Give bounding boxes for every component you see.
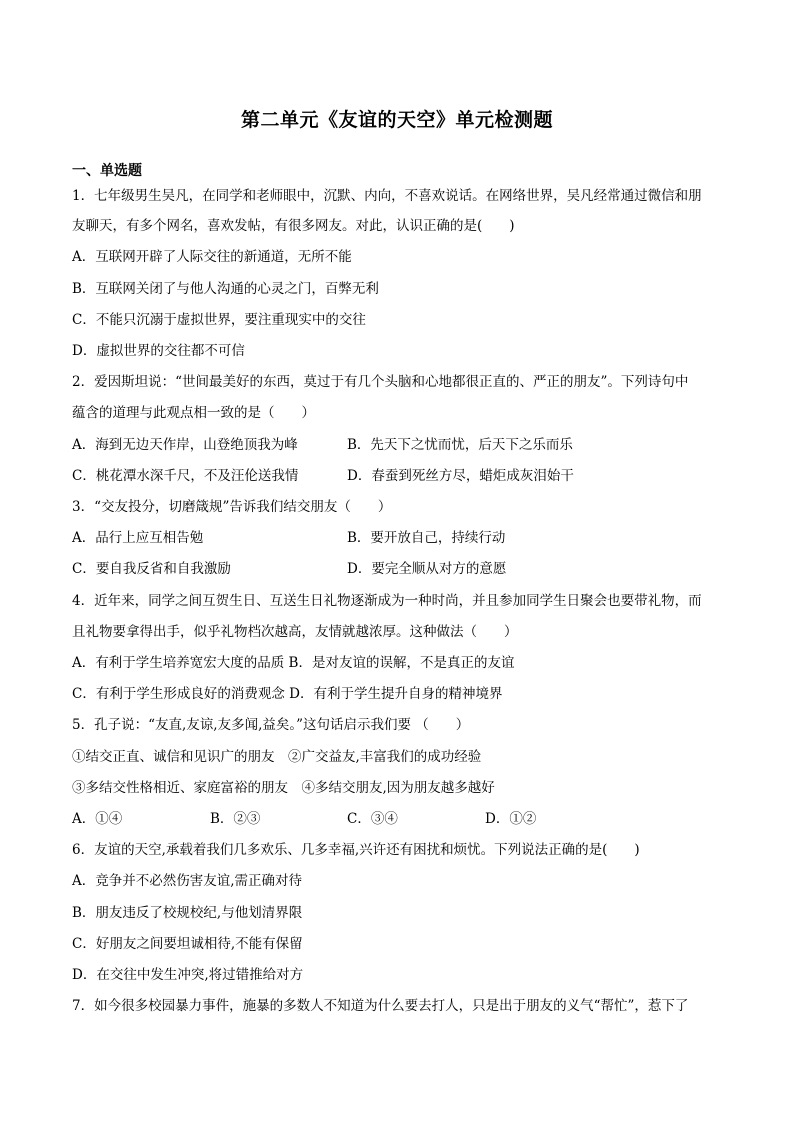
question-4-options-ab: A．有利于学生培养宽宏大度的品质 B．是对友谊的误解，不是真正的友谊 (72, 655, 515, 671)
question-3-stem: 3．“交友投分，切磨箴规”告诉我们结交朋友（ ） (72, 499, 392, 515)
question-7-stem-line-1: 7．如今很多校园暴力事件，施暴的多数人不知道为什么要去打人，只是出于朋友的义气“帮忙”，惹下了 (72, 998, 689, 1014)
question-2-stem-line-1: 2．爱因斯坦说：“世间最美好的东西，莫过于有几个头脑和心地都很正直的、严正的朋友”。下列诗句中 (72, 374, 689, 390)
question-2-option-c: C．桃花潭水深千尺，不及汪伦送我情 (72, 468, 299, 484)
question-5-option-a: A．①④ (72, 811, 123, 827)
question-6-option-a: A．竞争并不必然伤害友谊,需正确对待 (72, 873, 303, 889)
question-6-option-d: D．在交往中发生冲突,将过错推给对方 (72, 967, 304, 983)
question-1-option-c: C．不能只沉溺于虚拟世界，要注重现实中的交往 (72, 312, 366, 328)
question-2-option-d: D．春蚕到死丝方尽，蜡炬成灰泪始干 (347, 468, 574, 484)
question-6-stem: 6．友谊的天空,承载着我们几多欢乐、几多幸福,兴许还有困扰和烦忧。下列说法正确的是( ) (72, 842, 640, 858)
question-6-option-b: B．朋友违反了校规校纪,与他划清界限 (72, 905, 303, 921)
question-3-option-c: C．要自我反省和自我激励 (72, 561, 231, 577)
question-5-statements-1-2: ①结交正直、诚信和见识广的朋友 ②广交益友,丰富我们的成功经验 (72, 749, 482, 765)
question-5-option-d: D．①② (485, 811, 537, 827)
question-6-option-c: C．好朋友之间要坦诚相待,不能有保留 (72, 936, 303, 952)
question-3-option-a: A．品行上应互相告勉 (72, 530, 204, 546)
question-2-option-b: B．先天下之忧而忧，后天下之乐而乐 (347, 437, 573, 453)
question-3-option-d: D．要完全顺从对方的意愿 (347, 561, 507, 577)
question-1-option-d: D．虚拟世界的交往都不可信 (72, 343, 245, 359)
question-5-option-b: B．②③ (210, 811, 261, 827)
question-5-option-c: C．③④ (347, 811, 398, 827)
question-1-option-a: A．互联网开辟了人际交往的新通道，无所不能 (72, 249, 352, 265)
question-5-stem: 5．孔子说：“友直,友谅,友多闻,益矣。”这句话启示我们要 （ ） (72, 717, 470, 733)
question-1-option-b: B．互联网关闭了与他人沟通的心灵之门，百弊无利 (72, 281, 379, 297)
question-2-stem-line-2: 蕴含的道理与此观点相一致的是（ ） (72, 405, 315, 421)
question-4-options-cd: C．有利于学生形成良好的消费观念 D．有利于学生提升自身的精神境界 (72, 686, 503, 702)
question-3-option-b: B．要开放自己，持续行动 (347, 530, 506, 546)
page-title: 第二单元《友谊的天空》单元检测题 (240, 109, 553, 131)
question-4-stem-line-1: 4．近年来，同学之间互贺生日、互送生日礼物逐渐成为一种时尚，并且参加同学生日聚会也要带礼物，而 (72, 593, 702, 609)
question-1-stem-line-2: 友聊天，有多个网名，喜欢发帖，有很多网友。对此，认识正确的是( ) (72, 218, 515, 234)
question-2-option-a: A．海到无边天作岸，山登绝顶我为峰 (72, 437, 298, 453)
section-heading: 一、单选题 (72, 163, 142, 179)
question-5-statements-3-4: ③多结交性格相近、家庭富裕的朋友 ④多结交朋友,因为朋友越多越好 (72, 780, 495, 796)
question-1-stem-line-1: 1．七年级男生吴凡，在同学和老师眼中，沉默、内向，不喜欢说话。在网络世界，吴凡经常通过微信和朋 (72, 188, 702, 204)
question-4-stem-line-2: 且礼物要拿得出手，似乎礼物档次越高，友情就越浓厚。这种做法（ ） (72, 624, 518, 640)
